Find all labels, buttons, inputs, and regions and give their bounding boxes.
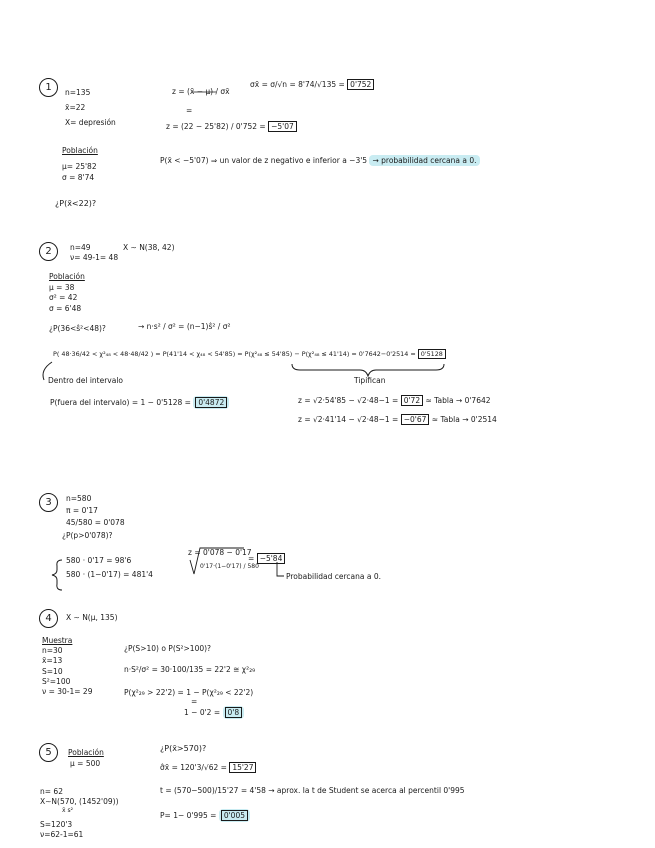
problem-2-number: 2 [39, 242, 58, 261]
p3-cond2: 580 · (1−0'17) = 481'4 [66, 570, 153, 579]
p2-dist: X ∼ N(38, 42) [123, 243, 175, 252]
p4-prob: P(χ²₂₉ > 22'2) = 1 − P(χ²₂₉ < 22'2) [124, 688, 254, 697]
p4-dist: X ∼ N(μ, 135) [66, 613, 118, 622]
p3-cond1: 580 · 0'17 = 98'6 [66, 556, 132, 565]
p2-z2-result: −0'67 [401, 414, 430, 425]
p5-p: P= 1− 0'995 = 0'005 [160, 809, 250, 822]
p2-tipifican-label: Tipifican [354, 376, 386, 385]
p4-nu: ν = 30-1= 29 [42, 687, 93, 696]
p2-sigma2: σ² = 42 [49, 293, 78, 302]
p4-result: 0'8 [225, 707, 243, 718]
p1-mu: μ= 25'82 [62, 162, 97, 171]
p1-question: ¿P(x̄<22)? [55, 199, 97, 208]
p2-prob-chain: P( 48·36/42 < χ²₄₈ < 48·48/42 ) = P(41'14 < χ₄₈ < 54'85) = P(χ²₄₈ ≤ 54'85) − P(χ²₄₈ ≤ 41'14) = 0'7642−0'2514 = 0'5128 [53, 350, 446, 359]
problem-3-number: 3 [39, 493, 58, 512]
p2-prob-chain-result: 0'5128 [418, 349, 446, 359]
p5-poblacion-heading: Población [68, 748, 104, 757]
p4-equals: = [191, 697, 198, 706]
p5-mu: μ = 500 [70, 759, 101, 768]
p1-conclusion-highlight: → probabilidad cercana a 0. [369, 155, 479, 166]
p4-xbar: x̄=13 [42, 656, 63, 665]
p1-xbar: x̄=22 [65, 103, 86, 112]
p4-s: S=10 [42, 667, 63, 676]
p4-expr: n·S²/σ² = 30·100/135 = 22'2 ≅ χ²₂₉ [124, 665, 256, 674]
p2-arrow-expr: → n·s² / σ² = (n−1)ŝ² / σ² [138, 322, 231, 331]
p2-z1-result: 0'72 [401, 395, 423, 406]
p2-nu: ν= 49-1= 48 [70, 253, 119, 262]
p1-z-equals: = [186, 106, 193, 115]
p3-note: Probabilidad cercana a 0. [286, 572, 382, 581]
p4-question: ¿P(S>10) o P(S²>100)? [124, 644, 212, 653]
p4-n: n=30 [42, 646, 63, 655]
p1-n: n=135 [65, 88, 91, 97]
p2-z2: z = √2·41'14 − √2·48−1 = −0'67 ≈ Tabla → 0'2514 [298, 415, 497, 424]
p3-pi: π = 0'17 [66, 506, 98, 515]
p1-z-result: −5'07 [268, 121, 297, 132]
p3-z-numerator: z = 0'078 − 0'17 [188, 548, 252, 557]
p5-dist: X∼N(570, (1452'09)) [40, 797, 119, 806]
p5-sigma-hat: σ̂x̄ = 120'3/√62 = 15'27 [160, 763, 256, 772]
p3-z-result: −5'84 [257, 553, 286, 564]
p1-sigma-xbar-result: 0'752 [347, 79, 374, 90]
p2-poblacion-heading: Población [49, 272, 85, 281]
p1-x: X= depresión [65, 118, 116, 127]
p5-t: t = (570−500)/15'27 = 4'58 → aprox. la t de Student se acerca al percentil 0'995 [160, 786, 465, 795]
p3-z-equals: = −5'84 [248, 554, 285, 563]
p3-n: n=580 [66, 494, 92, 503]
p5-s: S=120'3 [40, 820, 73, 829]
p4-result-line: 1 − 0'2 = 0'8 [184, 706, 244, 719]
p4-muestra-heading: Muestra [42, 636, 73, 645]
p5-nu: ν=62-1=61 [40, 830, 84, 839]
p1-conclusion: P(x̄ < −5'07) ⇒ un valor de z negativo e inferior a −3'5 → probabilidad cercana a 0. [160, 156, 480, 165]
p1-z-calc: z = (22 − 25'82) / 0'752 = −5'07 [166, 122, 297, 131]
p4-s2: S²=100 [42, 677, 71, 686]
p1-sigma-xbar: σx̄ = σ/√n = 8'74/√135 = 0'752 [250, 80, 374, 89]
p1-poblacion-heading: Población [62, 146, 98, 155]
problem-1-number: 1 [39, 78, 58, 97]
p2-fuera-result: 0'4872 [195, 397, 227, 408]
p2-question: ¿P(36<ŝ²<48)? [49, 324, 106, 333]
p5-dist-labels: x̄ s² [62, 807, 73, 814]
p5-question: ¿P(x̄>570)? [160, 744, 207, 753]
p1-z-formula: z = (x̄ − μ) / σx̄ [172, 87, 230, 96]
p2-n: n=49 [70, 243, 91, 252]
p2-fuera: P(fuera del intervalo) = 1 − 0'5128 = 0'4872 [50, 396, 229, 409]
p5-n: n= 62 [40, 787, 63, 796]
p5-sigma-hat-result: 15'27 [229, 762, 256, 773]
p5-p-result: 0'005 [221, 810, 248, 821]
p2-dentro-label: Dentro del intervalo [48, 376, 123, 385]
p2-mu: μ = 38 [49, 283, 75, 292]
p3-z-denominator: 0'17·(1−0'17) / 580 [200, 563, 259, 570]
problem-4-number: 4 [39, 609, 58, 628]
p1-sigma: σ = 8'74 [62, 173, 95, 182]
problem-5-number: 5 [39, 743, 58, 762]
p3-question: ¿P(p>0'078)? [62, 531, 113, 540]
p3-ratio: 45/580 = 0'078 [66, 518, 125, 527]
p2-z1: z = √2·54'85 − √2·48−1 = 0'72 ≈ Tabla → 0'7642 [298, 396, 491, 405]
p2-sigma: σ = 6'48 [49, 304, 82, 313]
